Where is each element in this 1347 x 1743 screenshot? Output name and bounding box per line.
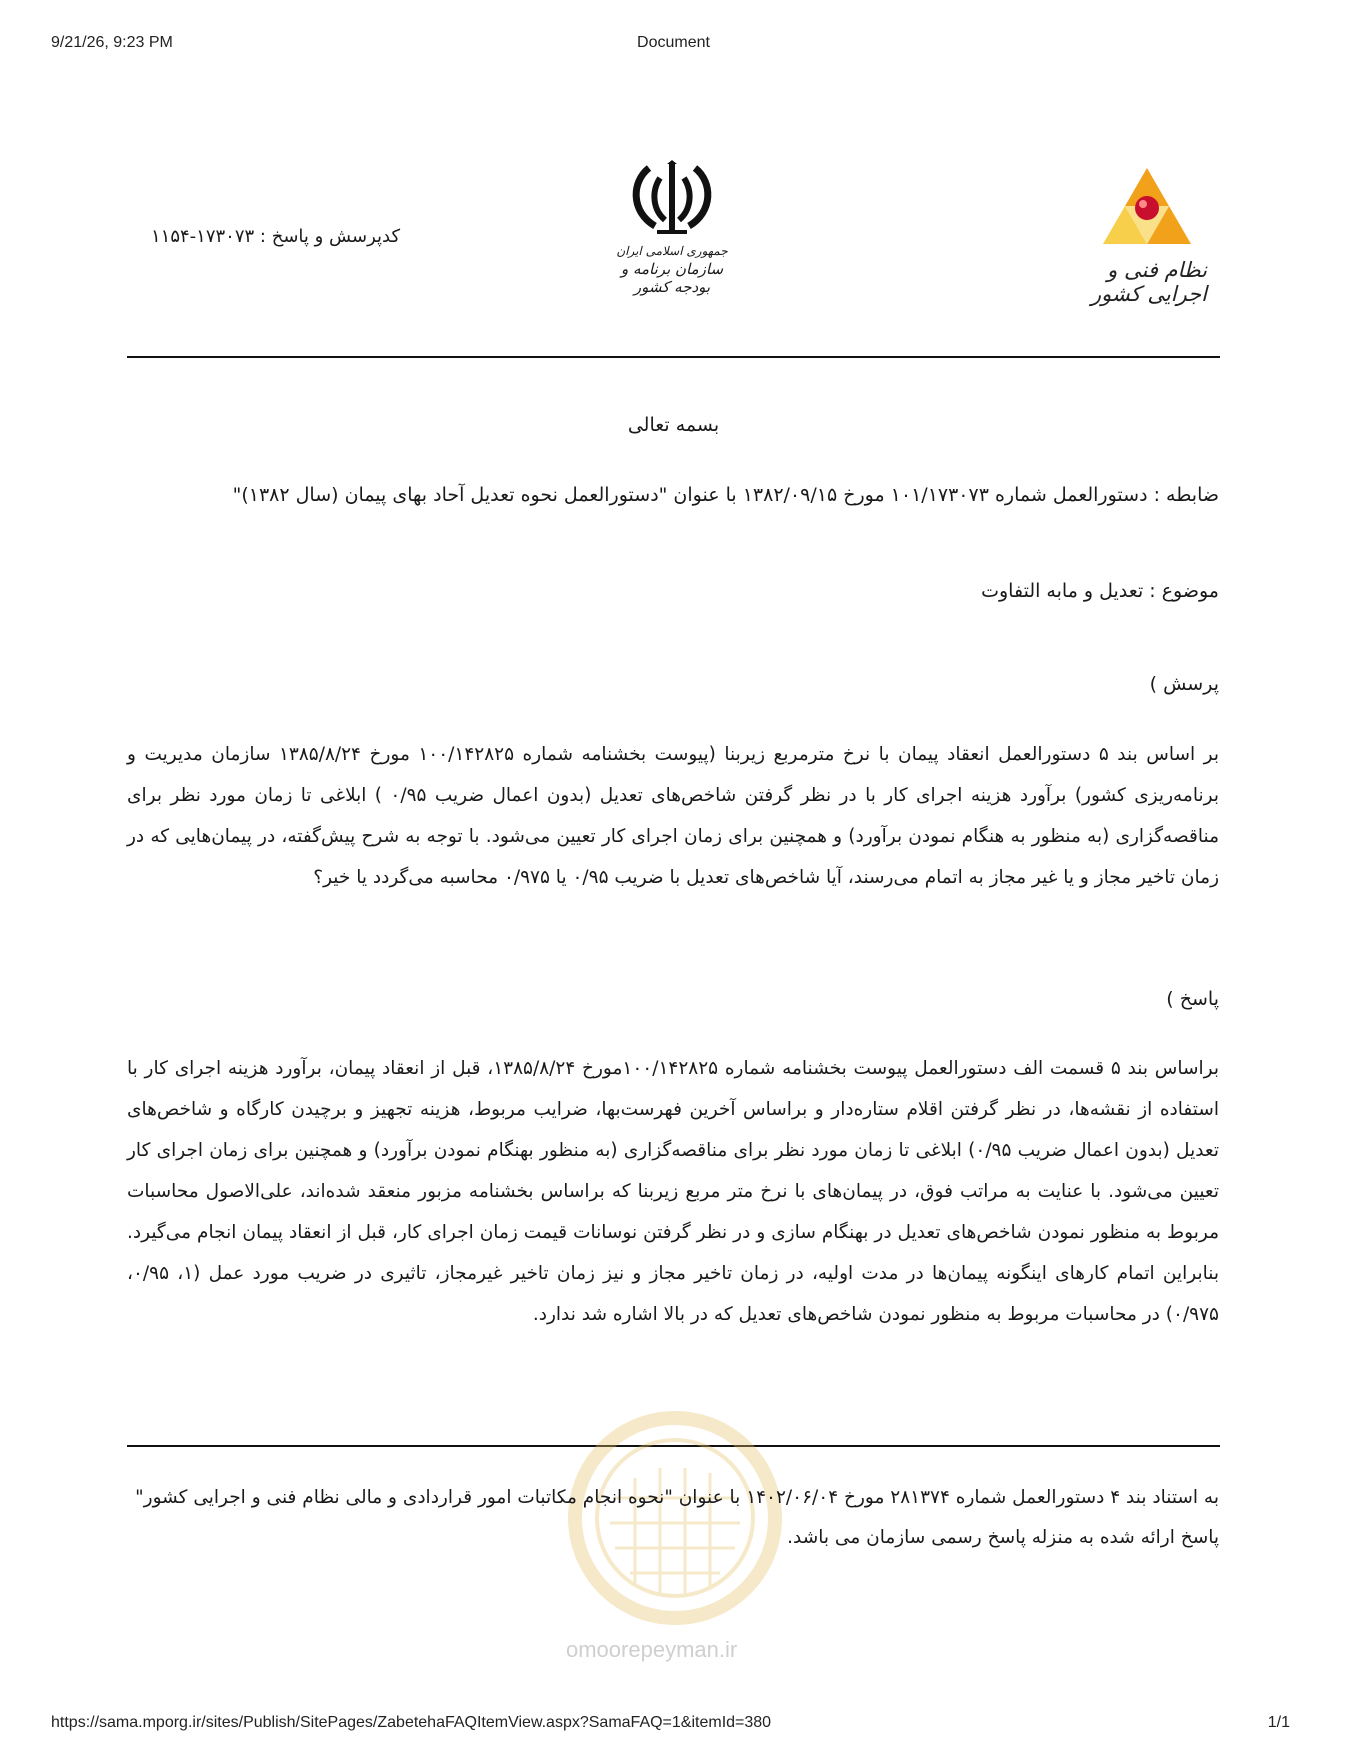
emblem-line2: سازمان برنامه و بودجه کشور [620,260,724,296]
zabete-line: ضابطه : دستورالعمل شماره ۱۰۱/۱۷۳۰۷۳ مورخ ۱۳۸۲/۰۹/۱۵ با عنوان "دستورالعمل نحوه تعدیل آحاد بهای پیمان (سال ۱۳۸۲)" [232,484,1219,506]
header-divider [127,356,1220,358]
print-page-number: 1/1 [1267,1714,1290,1731]
question-code-value: ۱۷۳۰۷۳-۱۱۵۴ [151,226,255,247]
answer-heading: پاسخ ) [1166,988,1219,1010]
watermark-caption: omoorepeyman.ir [566,1637,738,1662]
answer-body: براساس بند ۵ قسمت الف دستورالعمل پیوست بخشنامه شماره ۱۰۰/۱۴۲۸۲۵مورخ ۱۳۸۵/۸/۲۴، قبل از انعقاد پیمان، برآورد هزینه اجرای کار با استفاده از نقشه‌ها، در نظر گرفتن اقلام ستاره‌دار و براساس آخرین فهرست‌بها، ضرایب مربوط، هزینه تجهیز و برچیدن کارگاه و شاخص‌های تعدیل (بدون اعمال ضریب ۰/۹۵) ابلاغی تا زمان مورد نظر برای مناقصه‌گزاری (به منظور بهنگام نمودن برآورد) و همچنین برای زمان اجرای کار تعیین می‌شود. با عنایت به مراتب فوق، در پیمان‌های با نرخ متر مربع زیربنا که براساس بخشنامه مزبور منعقد شده‌اند، علی‌الاصول محاسبات مربوط به منظور نمودن شاخص‌های تعدیل در بهنگام سازی و در نظر گرفتن نوسانات قیمت زمان اجرای کار، قبل از انعقاد پیمان انجام می‌گیرد. بنابراین اتمام کارهای اینگونه پیمان‌ها در مدت اولیه، در زمان تاخیر مجاز و نیز زمان تاخیر غیرمجاز، تاثیری در ضریب مورد عمل (۱، ۰/۹۵، ۰/۹۷۵) در محاسبات مربوط به منظور نمودن شاخص‌های تعدیل که در بالا اشاره شد ندارد. [127,1058,1220,1325]
emblem-line1: جمهوری اسلامی ایران [616,244,728,258]
subject-line: موضوع : تعدیل و مابه التفاوت [981,580,1219,602]
print-date: 9/21/26, 9:23 PM [51,34,173,51]
question-heading: پرسش ) [1149,673,1219,695]
nezam-logo-icon [1099,166,1195,248]
iran-emblem-icon [627,160,717,240]
letterhead [125,150,1217,320]
question-code [151,226,400,247]
print-title: Document [637,34,710,51]
print-url: https://sama.mporg.ir/sites/Publish/SitePages/ZabetehaFAQItemView.aspx?SamaFAQ=1&itemId=380 [51,1714,772,1731]
footer-divider [127,1445,1220,1447]
question-code-label: کدپرسش و پاسخ : [259,226,401,247]
nezam-logo [1077,166,1207,306]
iran-emblem [607,160,737,296]
basmala: بسمه تعالی [627,414,720,436]
closing-note: به استناد بند ۴ دستورالعمل شماره ۲۸۱۳۷۴ مورخ ۱۴۰۲/۰۶/۰۴ با عنوان "نحوه انجام مکاتبات امور قراردادی و مالی نظام فنی و اجرایی کشور" پاسخ ارائه شده به منزله پاسخ رسمی سازمان می باشد. [135,1487,1219,1548]
nezam-logo-text: نظام فنی و اجرایی کشور [1091,258,1207,306]
question-body: بر اساس بند ۵ دستورالعمل انعقاد پیمان با نرخ مترمربع زیربنا (پیوست بخشنامه شماره ۱۰۰/۱۴۲۸۲۵ مورخ ۱۳۸۵/۸/۲۴ سازمان مدیریت و برنامه‌ریزی کشور) برآورد هزینه اجرای کار با در نظر گرفتن شاخص‌های تعدیل (بدون اعمال ضریب ۰/۹۵ ) ابلاغی تا زمان مورد نظر برای مناقصه‌گزاری (به منظور به هنگام نمودن برآورد) و همچنین برای زمان اجرای کار تعیین می‌شود. با توجه به شرح پیش‌گفته، در پیمان‌هایی که در زمان تاخیر مجاز و یا غیر مجاز به اتمام می‌رسند، آیا شاخص‌های تعدیل با ضریب ۰/۹۵ یا ۰/۹۷۵ محاسبه می‌گردد یا خیر؟ [127,744,1219,888]
